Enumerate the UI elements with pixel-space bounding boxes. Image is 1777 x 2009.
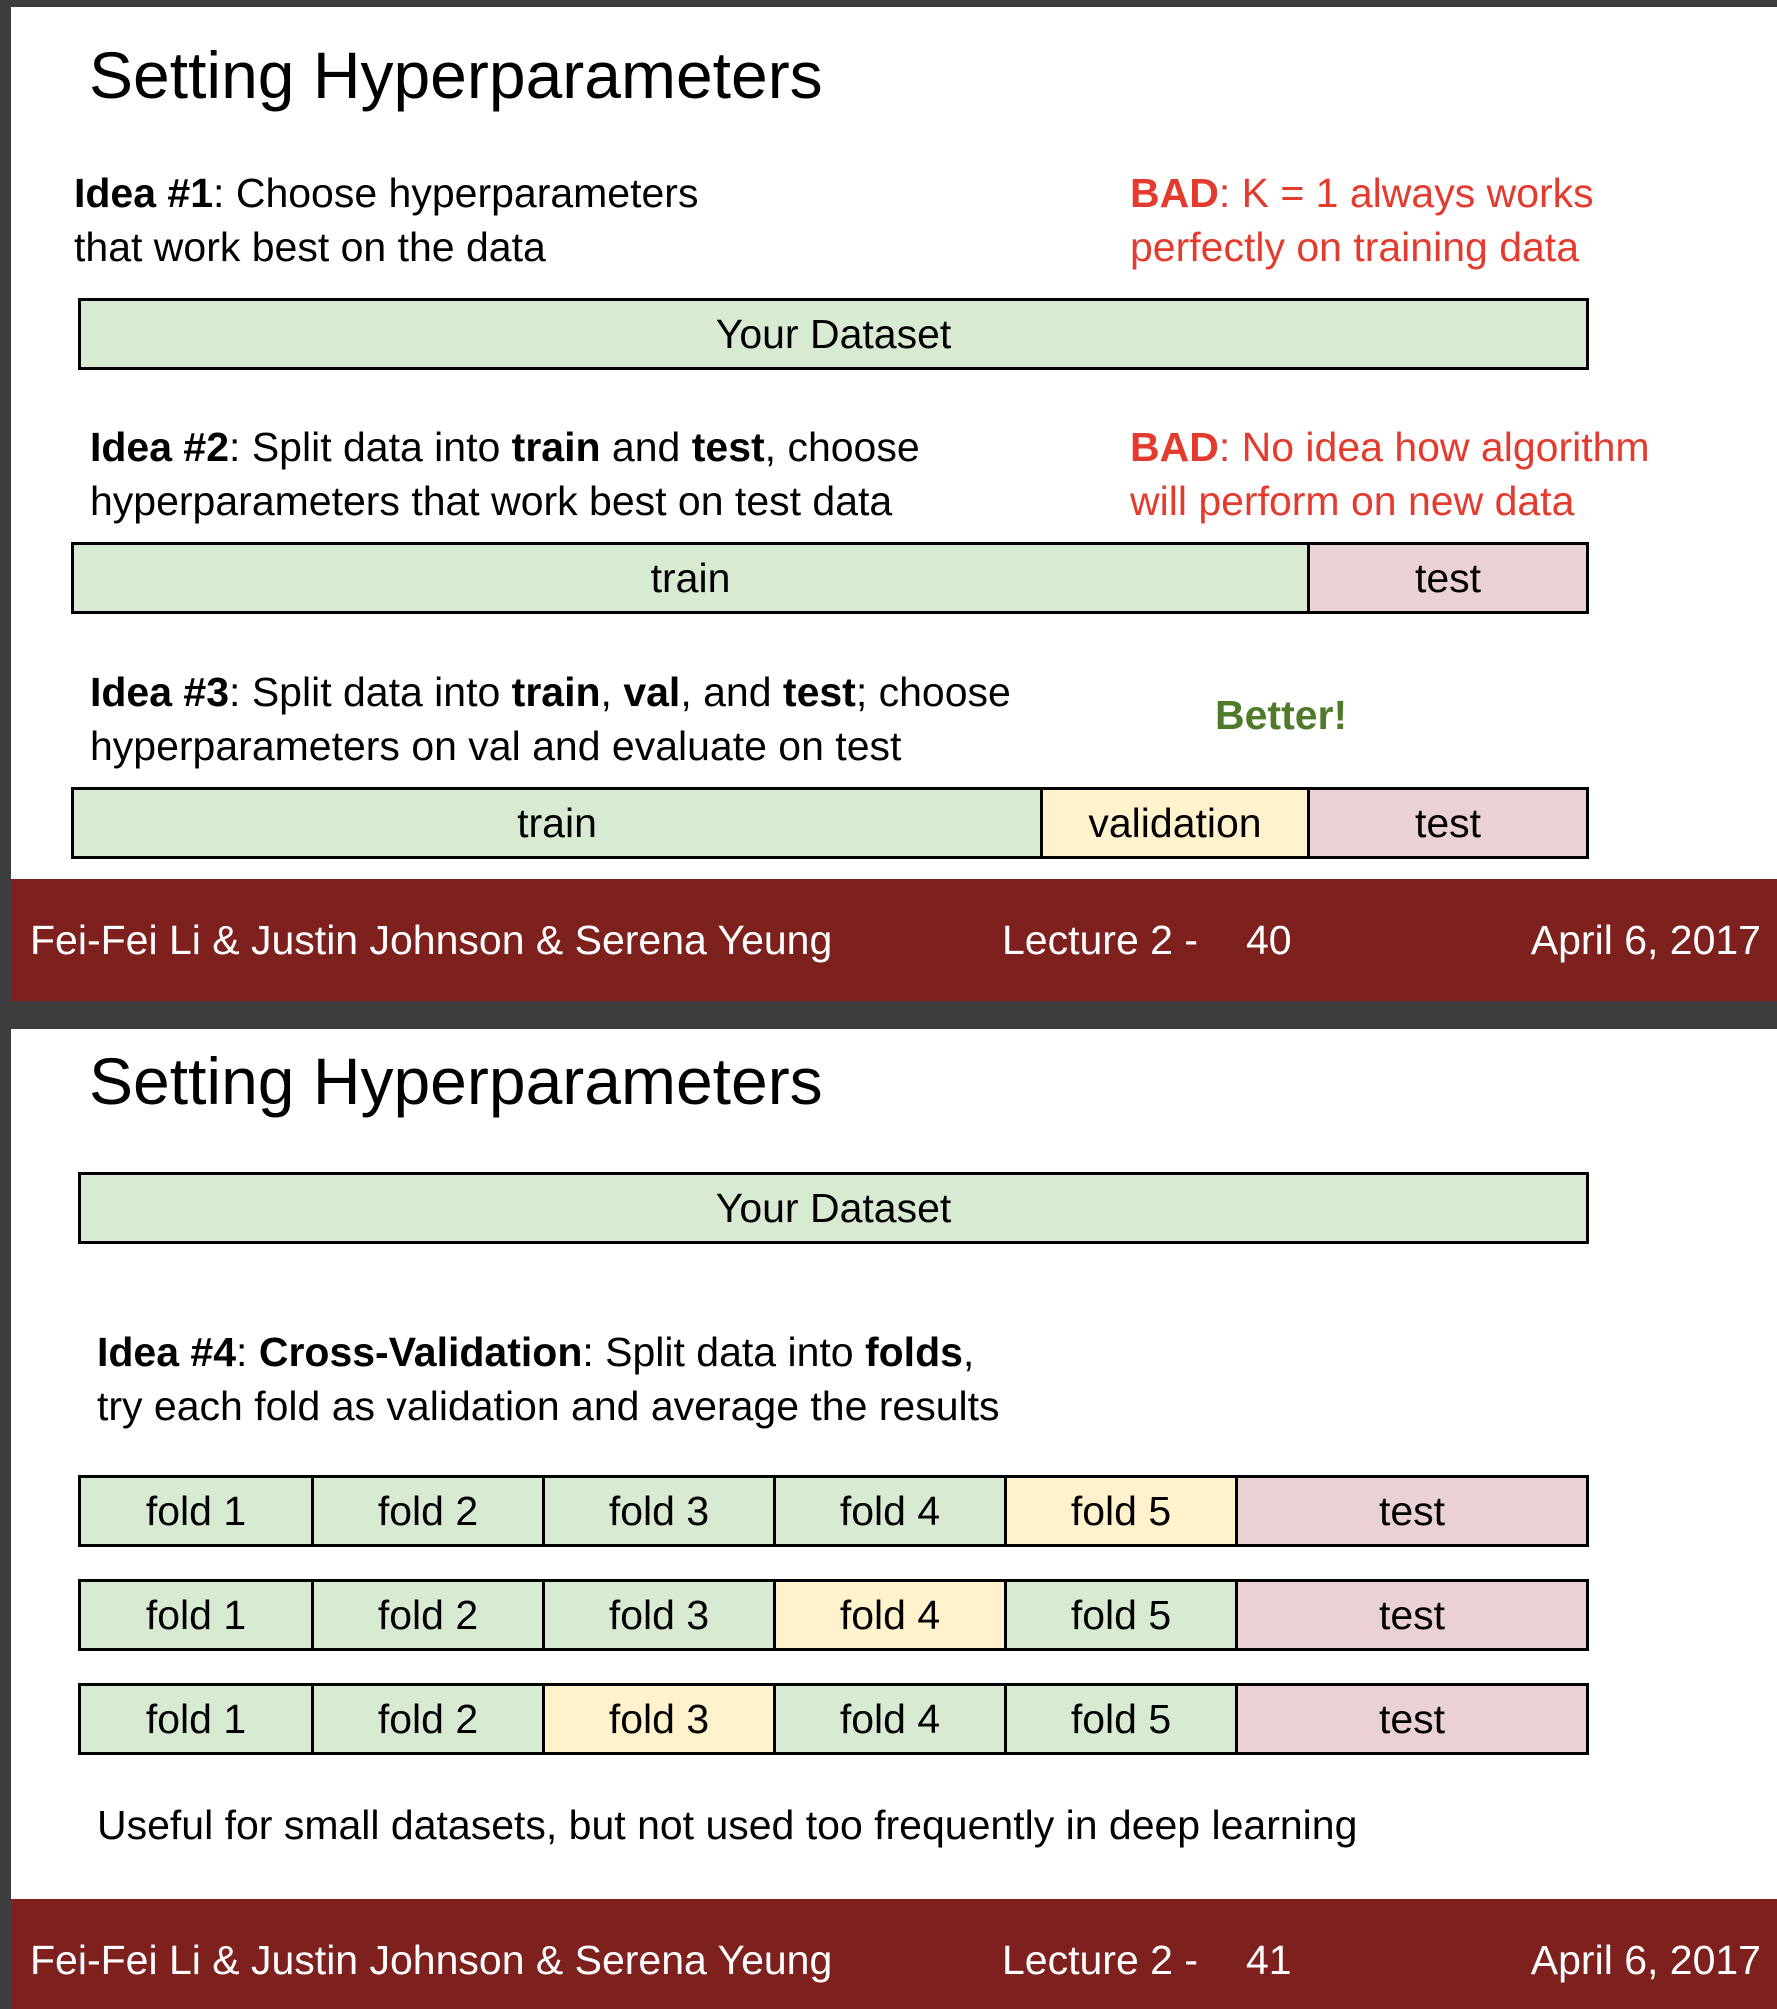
- footer-page-number: 41: [1246, 1937, 1292, 1983]
- fold-cell-validation: fold 4: [773, 1582, 1004, 1648]
- idea-4-label: Idea #4: [97, 1329, 237, 1375]
- viewer-frame-top: [0, 0, 1777, 7]
- idea-2-text: [90, 420, 920, 528]
- idea-2-bold-test: test: [691, 424, 765, 470]
- idea-4-bold-cross-validation: Cross-Validation: [258, 1329, 583, 1375]
- idea-4-text-part: ,: [962, 1329, 975, 1375]
- fold-cell: fold 1: [81, 1686, 311, 1752]
- train-test-bar: [71, 542, 1589, 614]
- idea-2-line-2: hyperparameters that work best on test data: [90, 478, 893, 524]
- fold-cell: fold 4: [773, 1686, 1004, 1752]
- slide-40: [11, 7, 1777, 1001]
- fold-cell: fold 3: [542, 1478, 773, 1544]
- bad-1-line-1: : K = 1 always works: [1218, 170, 1594, 216]
- test-cell: test: [1235, 1478, 1586, 1544]
- fold-row-2: [78, 1579, 1589, 1651]
- footer-authors: Fei-Fei Li & Justin Johnson & Serena Yeung: [30, 1937, 833, 1983]
- dataset-segment: Your Dataset: [81, 301, 1586, 367]
- validation-segment: validation: [1040, 790, 1307, 856]
- slide-separator: [0, 1001, 1777, 1029]
- idea-3-bold-train: train: [511, 669, 601, 715]
- idea-2-text-part: , choose: [764, 424, 920, 470]
- idea-3-label: Idea #3: [90, 669, 230, 715]
- idea-4-text: [97, 1325, 1000, 1433]
- fold-cell-validation: fold 5: [1004, 1478, 1235, 1544]
- idea-3-text-part: , and: [680, 669, 783, 715]
- idea-4-bold-folds: folds: [864, 1329, 963, 1375]
- footer-authors: Fei-Fei Li & Justin Johnson & Serena Yeung: [30, 917, 833, 963]
- fold-cell: fold 5: [1004, 1582, 1235, 1648]
- idea-2-bold-train: train: [511, 424, 601, 470]
- fold-cell: fold 1: [81, 1582, 311, 1648]
- test-segment: test: [1307, 790, 1586, 856]
- footer-lecture: Lecture 2 -: [1002, 917, 1198, 963]
- footer-page-number: 40: [1246, 917, 1292, 963]
- dataset-bar: [78, 1172, 1589, 1244]
- test-segment: test: [1307, 545, 1586, 611]
- slide-41: [11, 1029, 1777, 2009]
- bad-2-line-1: : No idea how algorithm: [1218, 424, 1650, 470]
- idea-1-label: Idea #1: [74, 170, 214, 216]
- idea-1-line-2: that work best on the data: [74, 224, 546, 270]
- bad-2-text: [1130, 420, 1650, 528]
- bad-2-label: BAD: [1130, 424, 1219, 470]
- bad-1-text: [1130, 166, 1594, 274]
- idea-3-bold-val: val: [623, 669, 681, 715]
- slide-title: Setting Hyperparameters: [89, 1044, 823, 1118]
- idea-2-text-part: : Split data into: [229, 424, 512, 470]
- idea-3-bold-test: test: [782, 669, 856, 715]
- idea-4-line-2: try each fold as validation and average the results: [97, 1383, 1000, 1429]
- slide-footer: [11, 1899, 1777, 2009]
- idea-3-text: [90, 665, 1011, 773]
- fold-row-1: [78, 1475, 1589, 1547]
- idea-3-text-part: ,: [600, 669, 624, 715]
- fold-cell: fold 1: [81, 1478, 311, 1544]
- fold-cell: fold 5: [1004, 1686, 1235, 1752]
- idea-3-line-2: hyperparameters on val and evaluate on test: [90, 723, 902, 769]
- idea-2-label: Idea #2: [90, 424, 230, 470]
- test-cell: test: [1235, 1582, 1586, 1648]
- footer-date: April 6, 2017: [1530, 917, 1761, 963]
- fold-cell-validation: fold 3: [542, 1686, 773, 1752]
- idea-1-text: [74, 166, 698, 274]
- footer-date: April 6, 2017: [1530, 1937, 1761, 1983]
- better-label: Better!: [1215, 692, 1348, 738]
- fold-cell: fold 2: [311, 1686, 542, 1752]
- fold-cell: fold 2: [311, 1478, 542, 1544]
- bad-1-label: BAD: [1130, 170, 1219, 216]
- idea-3-text-part: : Split data into: [229, 669, 512, 715]
- fold-cell: fold 4: [773, 1478, 1004, 1544]
- train-segment: train: [74, 790, 1040, 856]
- slide-footer: [11, 879, 1777, 1001]
- fold-cell: fold 2: [311, 1582, 542, 1648]
- idea-1-line-1: : Choose hyperparameters: [213, 170, 699, 216]
- train-val-test-bar: [71, 787, 1589, 859]
- slide-title: Setting Hyperparameters: [89, 38, 823, 112]
- idea-4-text-part: :: [236, 1329, 259, 1375]
- fold-row-3: [78, 1683, 1589, 1755]
- idea-3-text-part: ; choose: [855, 669, 1011, 715]
- train-segment: train: [74, 545, 1307, 611]
- dataset-bar: [78, 298, 1589, 370]
- test-cell: test: [1235, 1686, 1586, 1752]
- cross-validation-note: Useful for small datasets, but not used too frequently in deep learning: [97, 1802, 1358, 1848]
- dataset-segment: Your Dataset: [81, 1175, 1586, 1241]
- idea-2-text-part: and: [600, 424, 692, 470]
- idea-4-text-part: : Split data into: [582, 1329, 865, 1375]
- fold-cell: fold 3: [542, 1582, 773, 1648]
- footer-lecture: Lecture 2 -: [1002, 1937, 1198, 1983]
- bad-1-line-2: perfectly on training data: [1130, 224, 1579, 270]
- bad-2-line-2: will perform on new data: [1130, 478, 1575, 524]
